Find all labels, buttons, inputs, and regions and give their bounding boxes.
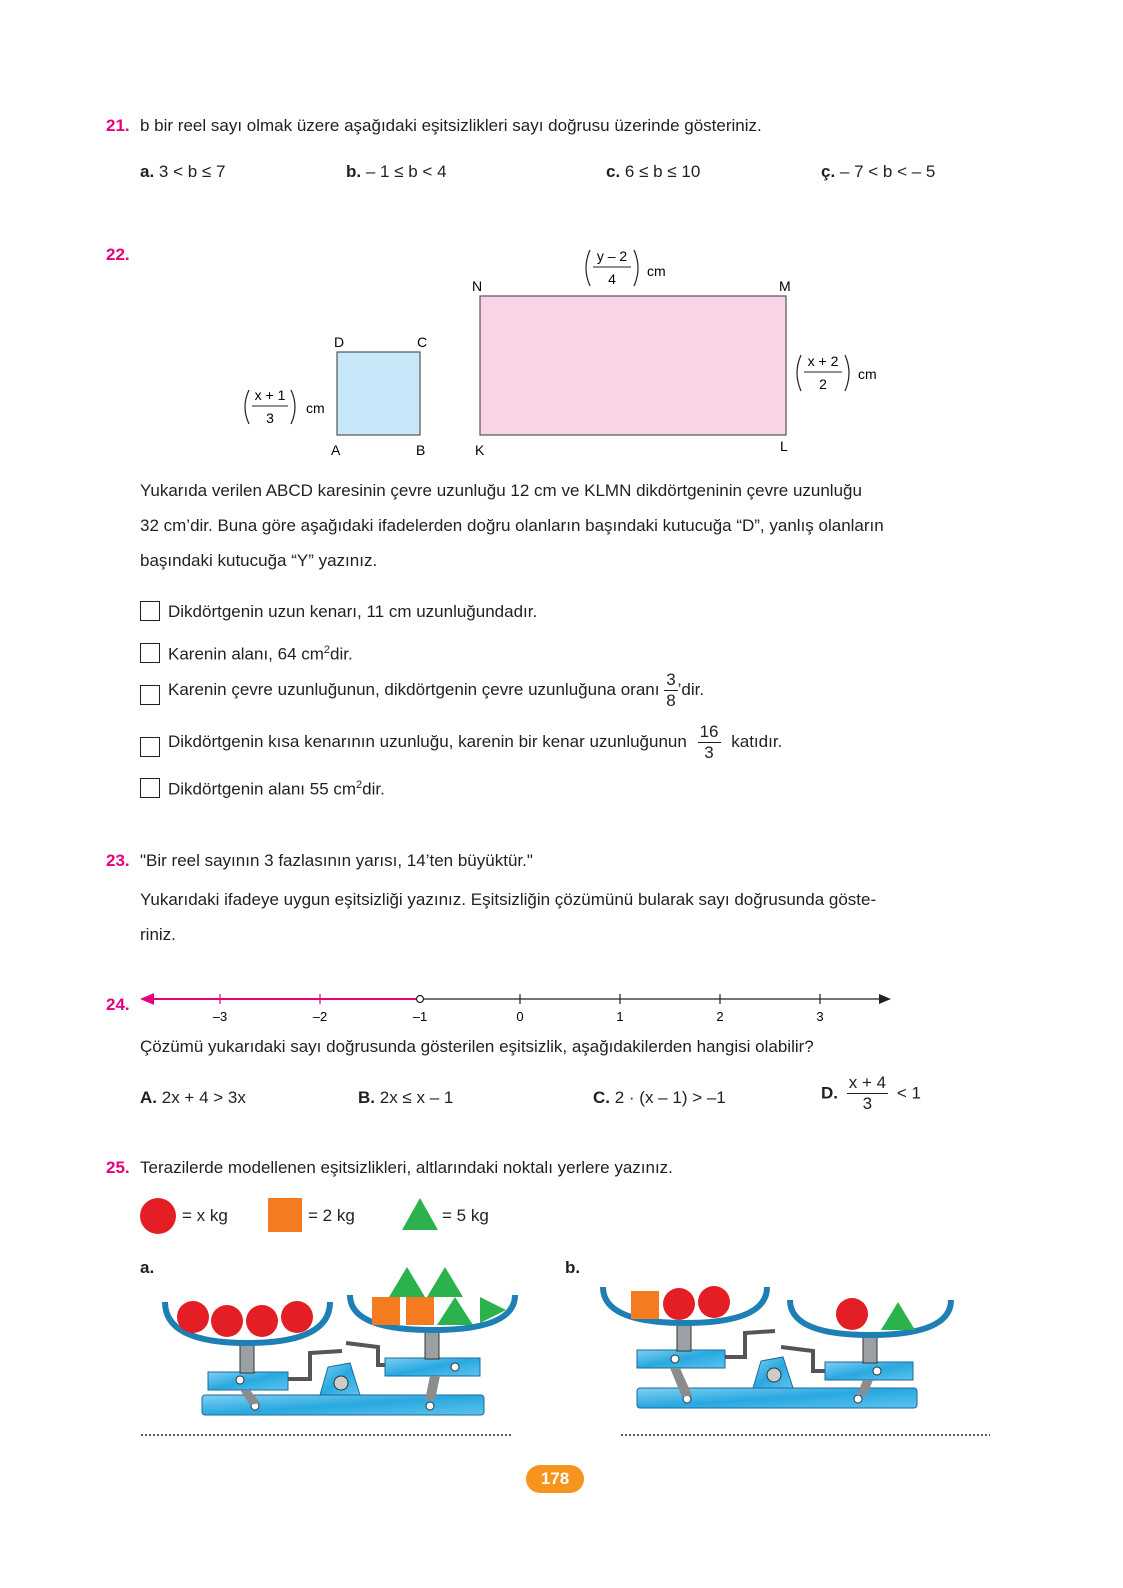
- statement-text: Dikdörtgenin alanı 55 cm: [168, 779, 357, 799]
- q22-number: 22.: [106, 245, 130, 264]
- fraction: [698, 722, 721, 763]
- q24-option-a: [140, 1088, 246, 1108]
- statement-5: [168, 779, 385, 800]
- arrow-right-icon: [879, 994, 891, 1004]
- legend-circle-text: = x kg: [182, 1206, 228, 1225]
- rect-right-unit: cm: [858, 366, 877, 382]
- page-number: 178: [526, 1465, 584, 1493]
- tick-label: 2: [716, 1009, 724, 1024]
- statement-3: [168, 670, 704, 711]
- pivot: [873, 1367, 881, 1375]
- vertex-d: D: [334, 334, 345, 350]
- left-paren: [586, 250, 590, 286]
- q22-paragraph: [140, 473, 1020, 578]
- answer-box-2[interactable]: [140, 643, 160, 663]
- vertex-m: M: [779, 278, 791, 294]
- circle-weight: [281, 1301, 313, 1333]
- statement-1: Dikdörtgenin uzun kenarı, 11 cm uzunluğundadır.: [168, 602, 538, 621]
- option-label: B.: [358, 1088, 375, 1107]
- q21-option-label: ç.: [821, 162, 836, 181]
- q21-option-expr: 3 < b ≤ 7: [158, 162, 226, 181]
- left-paren: [797, 355, 801, 391]
- answer-box-1[interactable]: [140, 601, 160, 621]
- square-side-num: x + 1: [254, 387, 286, 403]
- tick-label: 3: [816, 1009, 824, 1024]
- vertex-l: L: [780, 438, 788, 454]
- circle-weight: [698, 1286, 730, 1318]
- answer-box-5[interactable]: [140, 778, 160, 798]
- q24-option-d: [821, 1073, 921, 1114]
- option-expr: 2x + 4 > 3x: [161, 1088, 246, 1107]
- q21-option-expr: 6 ≤ b ≤ 10: [624, 162, 701, 181]
- q22-figure: [0, 0, 1123, 470]
- lever-left: [208, 1372, 288, 1390]
- statement-2: [168, 644, 353, 665]
- statement-text: dir.: [362, 779, 385, 799]
- q24-option-c: [593, 1088, 726, 1108]
- tick-label: –2: [312, 1009, 328, 1024]
- statement-text: Karenin çevre uzunluğunun, dikdörtgenin çevre uzunluğuna oranı: [168, 679, 660, 699]
- q23-line: Yukarıdaki ifadeye uygun eşitsizliği yazınız. Eşitsizliğin çözümünü bularak sayı doğrusunda göste-: [140, 890, 877, 909]
- rect-right-den: 2: [819, 376, 827, 392]
- connector-rod: [346, 1343, 385, 1365]
- arrow-left-icon: [140, 993, 154, 1005]
- tick-label: 0: [516, 1009, 524, 1024]
- answer-box-4[interactable]: [140, 737, 160, 757]
- vertex-c: C: [417, 334, 428, 350]
- fraction-num: x + 4: [848, 1073, 887, 1092]
- square-weight: [372, 1297, 400, 1325]
- q22-paragraph-line: başındaki kutucuğa “Y” yazınız.: [140, 551, 378, 570]
- pan-right: [790, 1300, 951, 1335]
- statement-text: katıdır.: [731, 731, 783, 751]
- connector-rod: [781, 1347, 825, 1371]
- triangle-icon: [400, 1196, 440, 1232]
- vertex-a: A: [331, 442, 341, 458]
- pivot: [854, 1395, 862, 1403]
- tick-label: –3: [212, 1009, 228, 1024]
- circle-weight: [211, 1305, 243, 1337]
- q23-instructions: [140, 882, 1020, 952]
- q24-number: 24.: [106, 995, 130, 1014]
- circle-weight: [663, 1288, 695, 1320]
- statement-text: ’dir.: [677, 679, 705, 699]
- rect-top-unit: cm: [647, 263, 666, 279]
- triangle-weight: [427, 1267, 463, 1297]
- option-expr: 2x ≤ x – 1: [379, 1088, 454, 1107]
- square-icon: [268, 1198, 302, 1232]
- right-paren: [291, 390, 295, 424]
- post-left: [240, 1343, 254, 1373]
- rect-right-num: x + 2: [807, 353, 839, 369]
- right-paren: [634, 250, 638, 286]
- fraction-den: 3: [704, 743, 714, 762]
- q21-text: b bir reel sayı olmak üzere aşağıdaki eşitsizlikleri sayı doğrusu üzerinde gösteriniz.: [140, 116, 762, 135]
- option-label: A.: [140, 1088, 157, 1107]
- scale-base: [637, 1388, 917, 1408]
- q22-paragraph-line: Yukarıda verilen ABCD karesinin çevre uzunluğu 12 cm ve KLMN dikdörtgeninin çevre uzunluğu: [140, 481, 862, 500]
- option-label: D.: [821, 1083, 838, 1103]
- q21-option-label: b.: [346, 162, 362, 181]
- balance-scale-a: [150, 1255, 530, 1430]
- circle-weight: [177, 1301, 209, 1333]
- post-right: [425, 1329, 439, 1359]
- answer-box-3[interactable]: [140, 685, 160, 705]
- q21-option-label: c.: [606, 162, 621, 181]
- statement-text: Dikdörtgenin kısa kenarının uzunluğu, karenin bir kenar uzunluğunun: [168, 731, 687, 751]
- square-unit: cm: [306, 400, 325, 416]
- number-line: [0, 985, 1123, 1025]
- q23-line: riniz.: [140, 925, 176, 944]
- pivot: [451, 1363, 459, 1371]
- vertex-n: N: [472, 278, 483, 294]
- hub-bolt: [767, 1368, 781, 1382]
- scale-a-label: a.: [140, 1258, 155, 1277]
- legend-triangle-text: = 5 kg: [442, 1206, 489, 1225]
- fraction-num: 16: [699, 722, 719, 741]
- q21-option-expr: – 1 ≤ b < 4: [365, 162, 447, 181]
- tick-label: –1: [412, 1009, 428, 1024]
- scale-base: [202, 1395, 484, 1415]
- q24-question: Çözümü yukarıdaki sayı doğrusunda gösterilen eşitsizlik, aşağıdakilerden hangisi olabilir?: [140, 1037, 814, 1056]
- vertex-k: K: [475, 442, 485, 458]
- fraction-den: 3: [862, 1094, 873, 1113]
- square-weight: [631, 1291, 659, 1319]
- connector-rod: [725, 1331, 775, 1357]
- lever-left: [637, 1350, 725, 1368]
- open-point: [417, 996, 424, 1003]
- statement-text: Karenin alanı, 64 cm: [168, 644, 324, 664]
- superscript: 2: [323, 644, 331, 656]
- pivot: [426, 1402, 434, 1410]
- right-paren: [845, 355, 849, 391]
- q25-number: 25.: [106, 1158, 130, 1177]
- left-paren: [245, 390, 249, 424]
- balance-scale-b: [595, 1255, 975, 1430]
- square-weight: [406, 1297, 434, 1325]
- statement-4: [168, 722, 782, 763]
- q23-number: 23.: [106, 851, 130, 870]
- option-expr: 2 · (x – 1) > –1: [614, 1088, 726, 1107]
- triangle-weight: [881, 1302, 915, 1330]
- rect-top-den: 4: [608, 271, 616, 287]
- q21-option-label: a.: [140, 162, 155, 181]
- rectangle-klmn: [480, 296, 786, 435]
- triangle-weight: [389, 1267, 425, 1297]
- pivot: [236, 1376, 244, 1384]
- legend-square-text: = 2 kg: [308, 1206, 355, 1225]
- answer-line-b[interactable]: [620, 1434, 990, 1436]
- option-expr: < 1: [896, 1083, 921, 1103]
- fraction-den: 8: [666, 691, 676, 710]
- rect-top-num: y – 2: [596, 248, 628, 264]
- answer-line-a[interactable]: [140, 1434, 512, 1436]
- option-label: C.: [593, 1088, 610, 1107]
- square-abcd: [337, 352, 420, 435]
- vertex-b: B: [416, 442, 426, 458]
- q22-paragraph-line: 32 cm’dir. Buna göre aşağıdaki ifadelerden doğru olanların başındaki kutucuğa “D”, yanlış olanların: [140, 516, 884, 535]
- q24-option-b: [358, 1088, 453, 1108]
- hub-bolt: [334, 1376, 348, 1390]
- square-side-den: 3: [266, 410, 274, 426]
- fraction-num: 3: [666, 670, 676, 689]
- fraction: [847, 1073, 888, 1114]
- q25-text: Terazilerde modellenen eşitsizlikleri, altlarındaki noktalı yerlere yazınız.: [140, 1158, 673, 1177]
- circle-weight: [246, 1305, 278, 1337]
- superscript: 2: [356, 779, 363, 791]
- pivot: [671, 1355, 679, 1363]
- q21-option-expr: – 7 < b < – 5: [839, 162, 936, 181]
- circle-icon: [140, 1198, 176, 1234]
- tick-label: 1: [616, 1009, 624, 1024]
- statement-text: dir.: [330, 644, 353, 664]
- q21-number: 21.: [106, 116, 130, 135]
- fraction: [664, 670, 677, 711]
- circle-weight: [836, 1298, 868, 1330]
- triangle-weight: [437, 1297, 473, 1325]
- scale-b-label: b.: [565, 1258, 581, 1277]
- lever-right: [825, 1362, 913, 1380]
- q23-quote: "Bir reel sayının 3 fazlasının yarısı, 14’ten büyüktür.": [140, 851, 533, 870]
- lever-right: [385, 1358, 480, 1376]
